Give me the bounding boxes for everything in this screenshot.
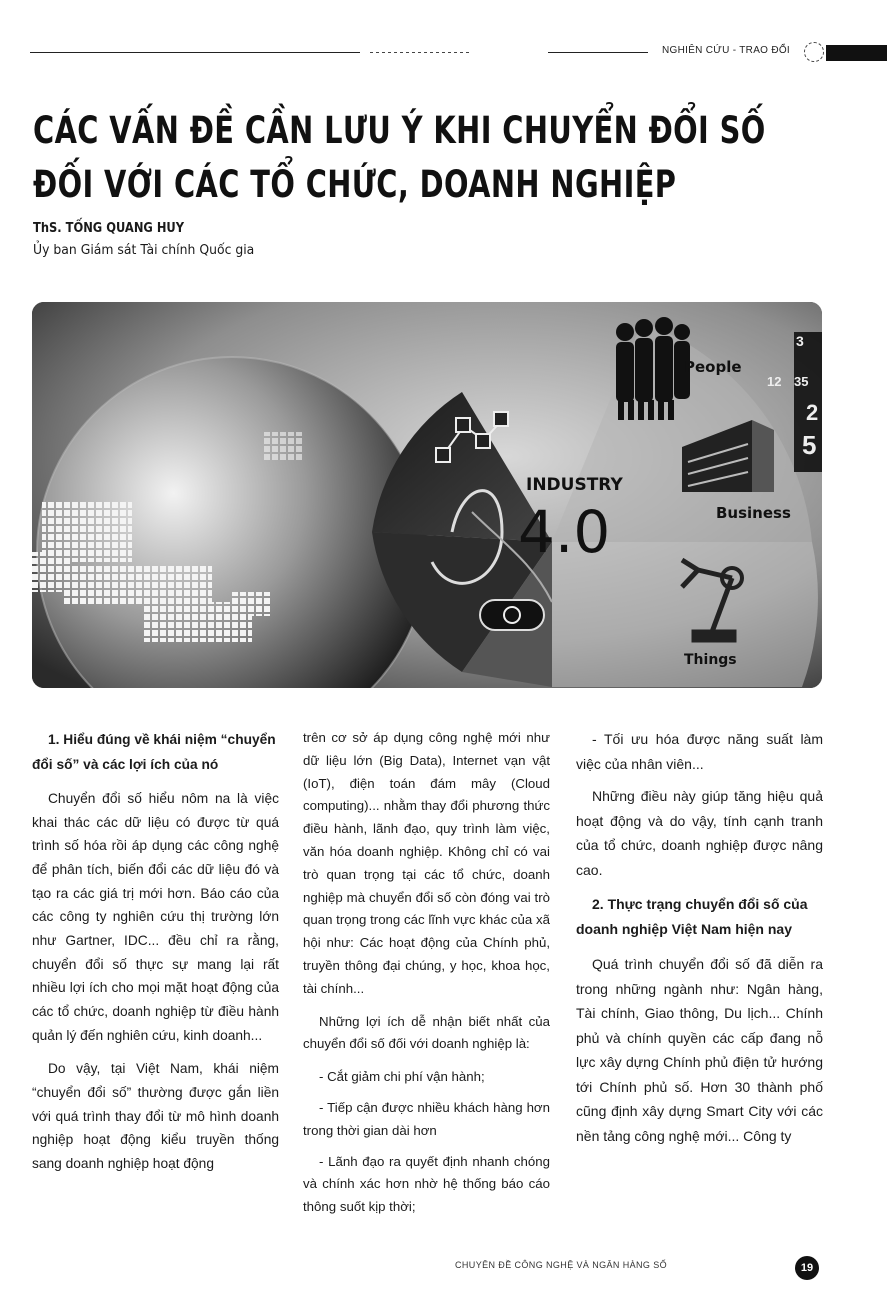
paragraph-4: Những lợi ích dễ nhận biết nhất của chuyển đổi số đối với doanh nghiệp là: bbox=[303, 1013, 550, 1052]
header-rule-dashed bbox=[370, 52, 470, 53]
journal-footer: CHUYÊN ĐỀ CÔNG NGHỆ VÀ NGÂN HÀNG SỐ bbox=[455, 1260, 668, 1270]
industry-label: INDUSTRY bbox=[526, 475, 623, 495]
number-readout-2: 35 bbox=[794, 374, 809, 389]
title-line-1: CÁC VẤN ĐỀ CẦN LƯU Ý KHI CHUYỂN ĐỔI SỐ bbox=[33, 109, 766, 152]
paragraph-2: Do vậy, tại Việt Nam, khái niệm “chuyển đổi số” thường được gắn liền với quá trình thay đổi từ mô hình doanh nghiệp hoạt động kiểu truyền thống sang doanh nghiệp hoạt động bbox=[32, 1061, 279, 1171]
author-affiliation: Ủy ban Giám sát Tài chính Quốc gia bbox=[33, 242, 255, 258]
number-readout-4: 5 bbox=[802, 430, 817, 460]
paragraph-5: Những điều này giúp tăng hiệu quả hoạt động và do vậy, tính cạnh tranh của tổ chức, doanh nghiệp được nâng cao. bbox=[576, 788, 823, 878]
business-label: Business bbox=[716, 504, 791, 522]
bullet-2: - Tiếp cận được nhiều khách hàng hơn trong thời gian dài hơn bbox=[303, 1099, 550, 1138]
title-line-2: ĐỐI VỚI CÁC TỔ CHỨC, DOANH NGHIỆP bbox=[33, 163, 677, 206]
column-1 bbox=[32, 727, 279, 1186]
bullet-4: - Tối ưu hóa được năng suất làm việc của nhân viên... bbox=[576, 731, 823, 772]
section-2-heading: 2. Thực trạng chuyển đổi số của doanh nghiệp Việt Nam hiện nay bbox=[576, 896, 808, 937]
header-block bbox=[826, 45, 887, 61]
svg-text:3: 3 bbox=[796, 333, 804, 349]
paragraph-6: Quá trình chuyển đổi số đã diễn ra trong những ngành như: Ngân hàng, Tài chính, Giao thông, Du lịch... Chính phủ và chính quyền các cấp đang nỗ lực xây dựng Chính phủ điện tử hướng tới Chính phủ số. Hơn 30 thành phố cũng định xây dựng Smart City với các nền tảng công nghệ mới... Công ty bbox=[576, 956, 823, 1144]
header-rule bbox=[30, 52, 360, 53]
things-label: Things bbox=[684, 652, 737, 668]
hero-image bbox=[32, 302, 822, 688]
version-label: 4.0 bbox=[518, 498, 611, 566]
people-label: People bbox=[684, 358, 742, 376]
number-readout-3: 2 bbox=[806, 400, 819, 425]
author-name: ThS. TỐNG QUANG HUY bbox=[33, 220, 185, 236]
paragraph-1: Chuyển đổi số hiểu nôm na là việc khai thác các dữ liệu có được từ quá trình số hóa rồi áp dụng các công nghệ để phân tích, biến đổi các dữ liệu đó và tạo ra các giá trị mới hơn. Báo cáo của các công ty nghiên cứu thị trường lớn như Gartner, IDC... đều chỉ ra rằng, chuyển đổi số thực sự mang lại rất nhiều lợi ích cho mọi mặt hoạt động của các tổ chức, doanh nghiệp từ điều hành quản lý đến nghiên cứu, kinh doanh... bbox=[32, 791, 279, 1043]
bullet-3: - Lãnh đạo ra quyết định nhanh chóng và chính xác hơn nhờ hệ thống báo cáo thông suốt kịp thời; bbox=[303, 1153, 550, 1215]
bullet-1: - Cắt giảm chi phí vận hành; bbox=[319, 1069, 485, 1085]
column-3 bbox=[576, 727, 823, 1158]
section-1-heading: 1. Hiểu đúng về khái niệm “chuyển đổi số” và các lợi ích của nó bbox=[32, 732, 276, 772]
paragraph-3: trên cơ sở áp dụng công nghệ mới như dữ liệu lớn (Big Data), Internet vạn vật (IoT), điện toán đám mây (Cloud computing)... nhằm thay đổi phương thức điều hành, lãnh đạo, quy trình làm việc, văn hóa doanh nghiệp. Không chỉ có vai trò quan trọng tại các tổ chức, doanh nghiệp mà chuyển đổi số còn đóng vai trò quan trọng trong các lĩnh vực khác của xã hội như: Các hoạt động của Chính phủ, truyền thông đại chúng, y học, khoa học, tài chính... bbox=[303, 730, 550, 996]
section-label: NGHIÊN CỨU - TRAO ĐỔI bbox=[662, 45, 790, 56]
page-number: 19 bbox=[795, 1256, 819, 1280]
column-2 bbox=[303, 727, 550, 1227]
number-readout-1: 12 bbox=[767, 374, 782, 389]
header-rule-right bbox=[548, 52, 648, 53]
header-ornament bbox=[804, 42, 824, 62]
article-title bbox=[33, 104, 766, 212]
